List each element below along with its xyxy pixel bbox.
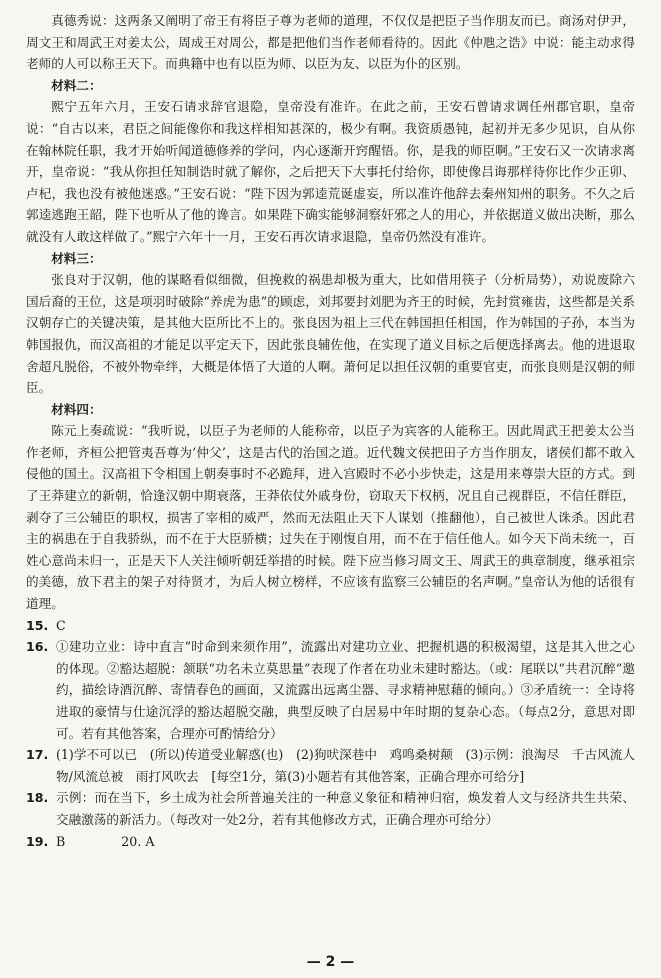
- answer-17-text: (1)学不可以已 (所以)传道受业解惑(也) (2)狗吠深巷中 鸡鸣桑树颠 (3)示例：浪淘尽 千古风流人物/风流总被 雨打风吹去 [每空1分，第(3)小题若有其他答案，正确合理亦可给分]: [56, 747, 635, 784]
- material4-text: 陈元上奏疏说：“我听说，以臣子为老师的人能称帝，以臣子为宾客的人能称王。因此周武王把姜太公当作老师，齐桓公把管夷吾尊为‘仲父’，这是古代的治国之道。近代魏文侯把田子方当作朋友，诸侯们都不敢入侵他的国土。汉高祖下令相国上朝奏事时不必跪拜，进入宫殿时不必小步快走，这是用来尊崇大臣的方式。到了王莽建立的新朝，恰逢汉朝中期衰落，王莽依仗外戚身份，窃取天下权柄，况且自己视群臣，不信任群臣，剥夺了三公辅臣的职权，损害了宰相的威严，然而无法阻止天下人谋划（推翻他），自己被世人诛杀。因此君主的祸患在于自我骄纵，而不在于大臣骄横；过失在于刚愎自用，而不在于信任他人。如今天下尚未统一，百姓心意尚未归一，正是天下人关注倾听朝廷举措的时候。陛下应当修习周文王、周武王的典章制度，继承祖宗的美德，放下君主的架子对待贤才，为后人树立榜样，不应该有监察三公辅臣的名声啊。”皇帝认为他的话很有道理。: [26, 423, 635, 612]
- answer-18-number: 18.: [26, 790, 49, 806]
- answer-16-text: ①建功立业：诗中直言“时命到来须作用”，流露出对建功立业、把握机遇的积极渴望，这是其入世之心的体现。②豁达超脱：颔联“功名未立莫思量”表现了作者在功业未建时豁达。（或：尾联以“共君沉醉”邀约，描绘诗酒沉醉、寄情春色的画面，又流露出远离尘器、寻求精神慰藉的倾向。）③矛盾统一：全诗将进取的豪情与仕途沉浮的豁达超脱交融，典型反映了白居易中年时期的复杂心态。（每点2分，意思对即可。若有其他答案，合理亦可酌情给分）: [56, 639, 635, 741]
- answer-17: [26, 744, 635, 787]
- answer-18-text: 示例：而在当下，乡土成为社会所普遍关注的一种意义象征和精神归宿，焕发着人文与经济共生共荣、交融激荡的新活力。（每改对一处2分，若有其他修改方式，正确合理亦可给分）: [56, 790, 635, 827]
- answer-15-number: 15.: [26, 617, 49, 633]
- answer-15-text: C: [56, 617, 66, 633]
- material3-heading: 材料三：: [51, 250, 102, 266]
- top-paragraph: 真德秀说：这两条又阐明了帝王有将臣子尊为老师的道理，不仅仅是把臣子当作朋友而已。商汤对伊尹，周文王和周武王对姜太公，周成王对周公，都是把他们当作老师看待的。因此《仲虺之诰》中说：能主动求得老师的人可以称王天下。而典籍中也有以臣为师、以臣为友、以臣为仆的区别。: [26, 13, 635, 72]
- answer-16-number: 16.: [26, 639, 49, 655]
- answer-20-number: 20.: [121, 833, 142, 849]
- answer-19-text: B: [56, 833, 66, 849]
- material4-heading: 材料四：: [51, 401, 102, 417]
- answer-20-text: A: [145, 833, 155, 849]
- answer-15: [26, 615, 635, 637]
- answer-16: [26, 636, 635, 744]
- answer-17-number: 17.: [26, 747, 49, 763]
- page-number: — 2 —: [306, 954, 355, 970]
- material2-text: 熙宁五年六月，王安石请求辞官退隐，皇帝没有准许。在此之前，王安石曾请求调任州郡官职，皇帝说：“自古以来，君臣之间能像你和我这样相知甚深的，极少有啊。我资质愚钝，起初并无多少见识，自从你在翰林院任职，我才开始听闻道德修养的学问，内心逐渐开窍醒悟。你，是我的师臣啊。”王安石又一次请求离开，皇帝说：“我从你担任知制诰时就了解你，之后把天下大事托付给你，即使像吕诲那样待你比作少正卯、卢杞，我也没有被他迷惑。”王安石说：“陛下因为郭逵荒诞虚妄，所以准许他辞去秦州知州的职务。不久之后郭逵逃跑王韶，陛下也听从了他的谗言。如果陛下确实能够洞察奸邪之人的用心，并依据道义做出决断，那么就没有人敢这样做了。”熙宁六年十一月，王安石再次请求退隐，皇帝仍然没有准许。: [26, 99, 635, 244]
- material2-heading: 材料二：: [51, 77, 102, 93]
- answer-18: [26, 787, 635, 830]
- answer-19-number: 19.: [26, 833, 49, 849]
- material3-text: 张良对于汉朝，他的谋略看似细微，但挽救的祸患却极为重大，比如借用筷子（分析局势），劝说废除六国后裔的王位，这是项羽时破除“养虎为患”的顾虑，刘邦要封刘肥为齐王的时候，先封赏雍齿，这些都是关系汉朝存亡的关键决策，是其他大臣所比不上的。张良因为祖上三代在韩国担任相国，作为韩国的子孙，本当为韩国报仇，而汉高祖的才能足以平定天下，因此张良辅佐他，在实现了道义目标之后便选择离去。他的进退取舍超凡脱俗，不被外物牵绊，大概是体悟了大道的人啊。萧何足以担任汉朝的重要官吏，而张良则是汉朝的师臣。: [26, 272, 635, 396]
- answer-19-20: [26, 831, 635, 853]
